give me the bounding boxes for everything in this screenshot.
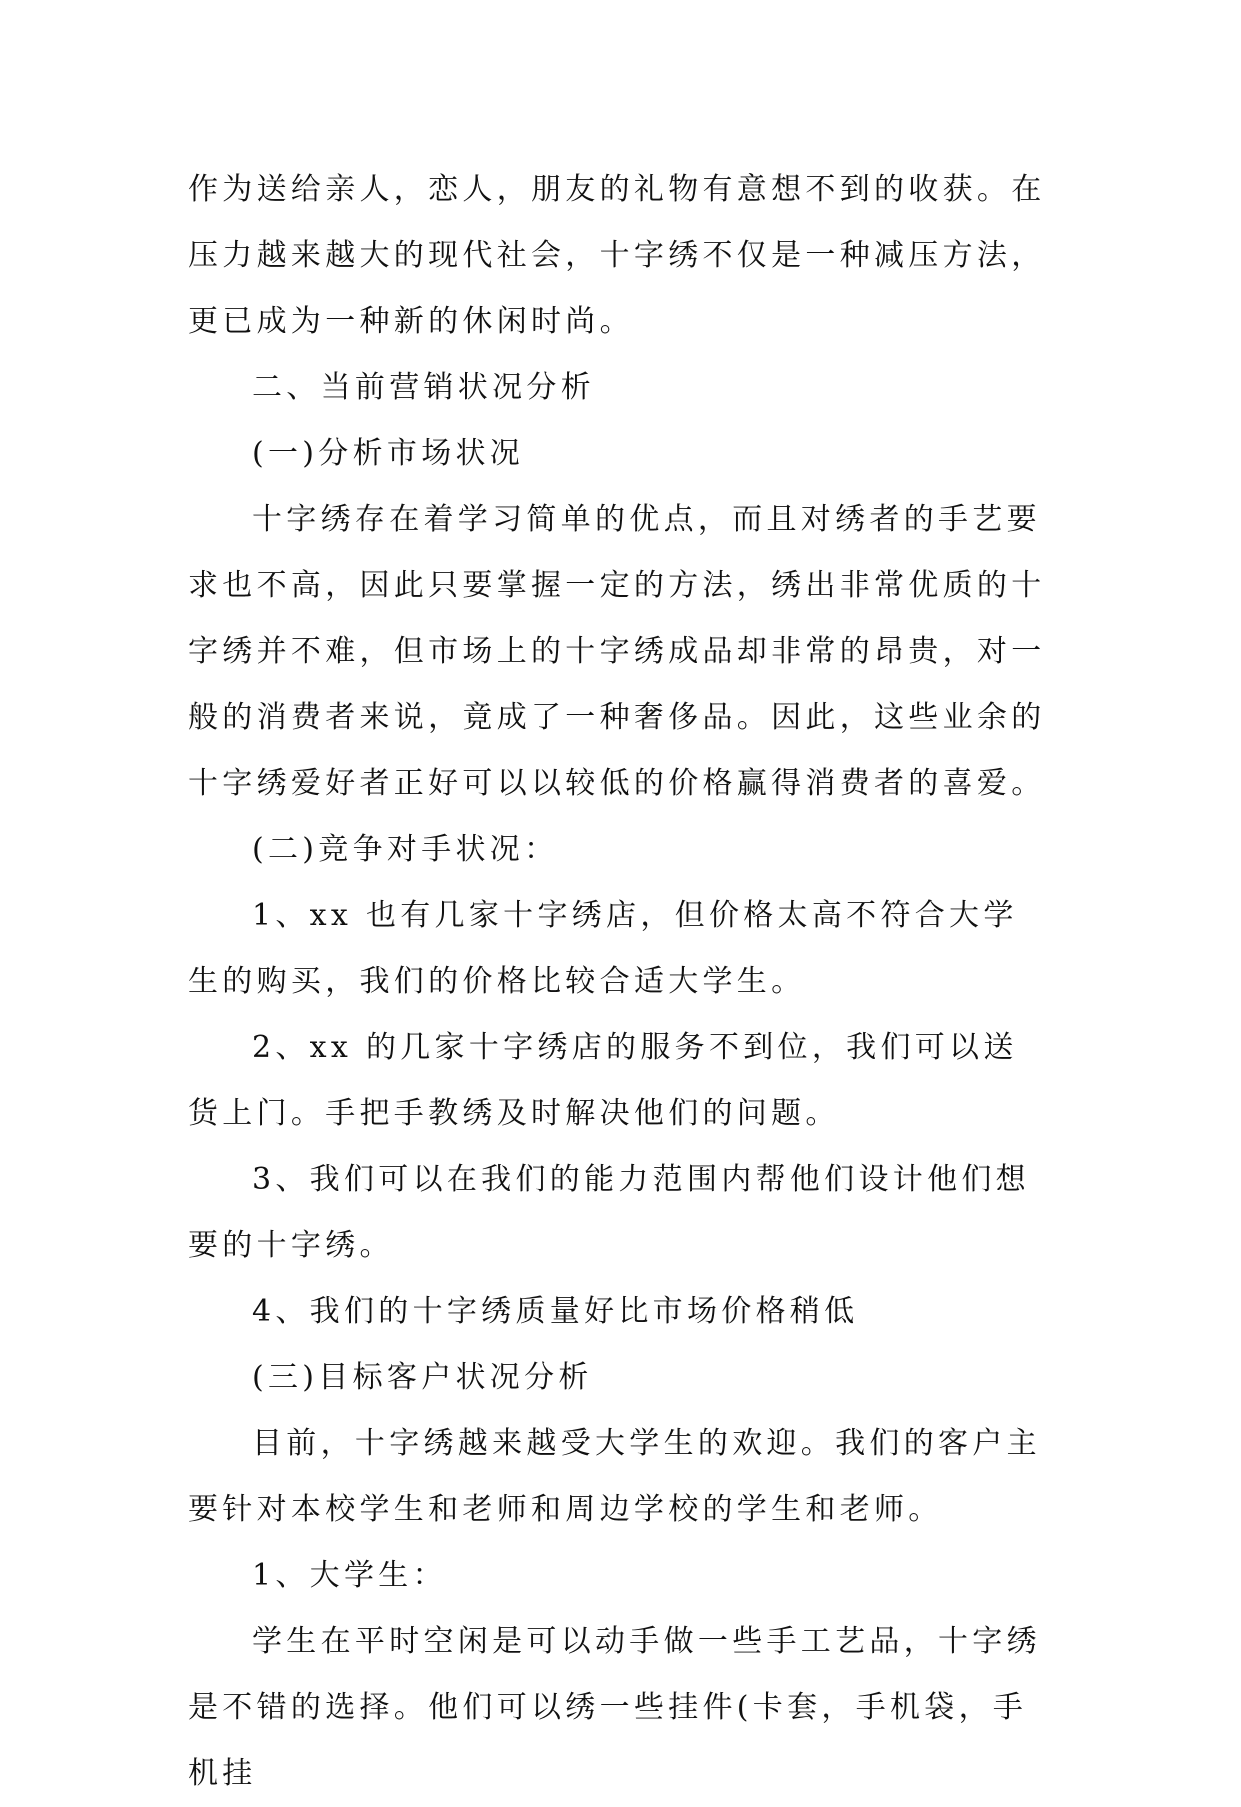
list-item: 3、我们可以在我们的能力范围内帮他们设计他们想要的十字绣。 <box>188 1162 1030 1263</box>
list-item: 1、大学生： <box>252 1558 447 1593</box>
paragraph: 目前，十字绣越来越受大学生的欢迎。我们的客户主要针对本校学生和老师和周边学校的学生和老师。 <box>188 1426 1041 1527</box>
subsection-heading: (三)目标客户状况分析 <box>252 1360 593 1395</box>
list-item: 1、xx 也有几家十字绣店，但价格太高不符合大学生的购买，我们的价格比较合适大学生。 <box>188 898 1018 999</box>
paragraph: 十字绣存在着学习简单的优点，而且对绣者的手艺要求也不高，因此只要掌握一定的方法，绣出非常优质的十字绣并不难，但市场上的十字绣成品却非常的昂贵，对一般的消费者来说，竟成了一种奢侈品。因此，这些业余的十字绣爱好者正好可以以较低的价格赢得消费者的喜爱。 <box>188 502 1046 801</box>
subsection-heading: (一)分析市场状况 <box>252 436 525 471</box>
section-heading: 二、当前营销状况分析 <box>252 370 595 405</box>
list-item: 4、我们的十字绣质量好比市场价格稍低 <box>252 1294 859 1329</box>
list-item: 2、xx 的几家十字绣店的服务不到位，我们可以送货上门。手把手教绣及时解决他们的问题。 <box>188 1030 1018 1131</box>
paragraph: 作为送给亲人，恋人，朋友的礼物有意想不到的收获。在压力越来越大的现代社会，十字绣不仅是一种减压方法，更已成为一种新的休闲时尚。 <box>188 172 1046 339</box>
document-body <box>188 157 1048 1807</box>
paragraph: 学生在平时空闲是可以动手做一些手工艺品，十字绣是不错的选择。他们可以绣一些挂件(卡套，手机袋，手机挂 <box>188 1624 1041 1791</box>
subsection-heading: (二)竞争对手状况： <box>252 832 559 867</box>
